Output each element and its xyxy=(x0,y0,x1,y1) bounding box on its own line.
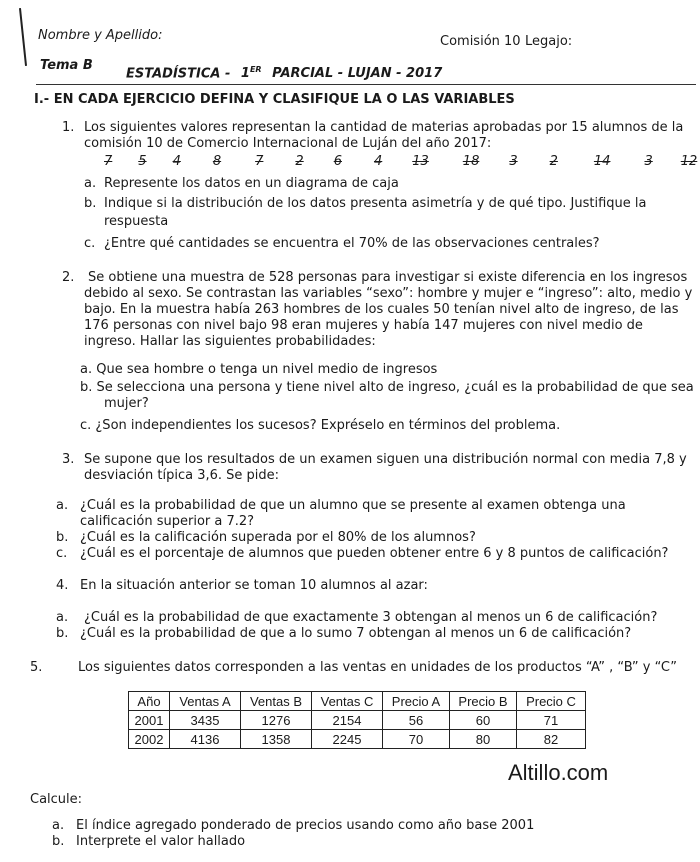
table-header-cell: Precio B xyxy=(450,692,517,711)
q4-a-marker: a. xyxy=(56,610,69,625)
header-divider xyxy=(36,84,696,85)
table-header-cell: Ventas B xyxy=(241,692,312,711)
q1-a-marker: a. xyxy=(84,176,97,191)
q1-value: 3 xyxy=(644,154,653,169)
table-cell: 60 xyxy=(450,711,517,730)
table-header-cell: Precio C xyxy=(517,692,586,711)
q2-line3: bajo. En la muestra había 263 hombres de los cuales 50 tenían nivel alto de ingreso, de las xyxy=(84,302,679,317)
table-cell: 1358 xyxy=(241,730,312,749)
table-cell: 3435 xyxy=(170,711,241,730)
q4-b: ¿Cuál es la probabilidad de que a lo sumo 7 obtengan al menos un 6 de calificación? xyxy=(80,626,632,641)
q1-value: 4 xyxy=(172,154,181,169)
q1-number: 1. xyxy=(62,120,75,135)
q4-b-marker: b. xyxy=(56,626,69,641)
table-cell: 2245 xyxy=(312,730,383,749)
table-cell: 4136 xyxy=(170,730,241,749)
q1-c-marker: c. xyxy=(84,236,96,251)
q3-c-marker: c. xyxy=(56,546,68,561)
q2-c: c. ¿Son independientes los sucesos? Expréselo en términos del problema. xyxy=(80,418,561,433)
q1-value: 6 xyxy=(333,154,342,169)
q3-number: 3. xyxy=(62,452,75,467)
q3-line2: desviación típica 3,6. Se pide: xyxy=(84,468,280,483)
calcule-label: Calcule: xyxy=(30,792,83,807)
table-cell: 71 xyxy=(517,711,586,730)
q1-value: 4 xyxy=(373,154,383,169)
q2-b-line1: b. Se selecciona una persona y tiene nivel alto de ingreso, ¿cuál es la probabilidad de que sea xyxy=(80,380,694,395)
q2-line2: debido al sexo. Se contrastan las variables “sexo”: hombre y mujer e “ingreso”: alto, medio y xyxy=(84,286,693,301)
q1-line1: Los siguientes valores representan la cantidad de materias aprobadas por 15 alumnos de la xyxy=(84,120,684,135)
q5-b: Interprete el valor hallado xyxy=(76,834,246,849)
table-cell: 2002 xyxy=(129,730,170,749)
q1-value: 7 xyxy=(104,154,113,169)
q3-b: ¿Cuál es la calificación superada por el 80% de los alumnos? xyxy=(80,530,476,545)
q2-number: 2. xyxy=(62,270,75,285)
q2-line4: 176 personas con nivel bajo 98 eran mujeres y había 147 mujeres con nivel medio de xyxy=(84,318,643,333)
q1-value: 2 xyxy=(549,154,558,169)
table-cell: 80 xyxy=(450,730,517,749)
q2-line5: ingreso. Hallar las siguientes probabilidades: xyxy=(84,334,376,349)
table-header-cell: Ventas C xyxy=(312,692,383,711)
q1-c: ¿Entre qué cantidades se encuentra el 70% de las observaciones centrales? xyxy=(104,236,600,251)
q4-number: 4. xyxy=(56,578,69,593)
table-cell: 2154 xyxy=(312,711,383,730)
q1-a: Represente los datos en un diagrama de caja xyxy=(104,176,399,191)
q3-a-line2: calificación superior a 7.2? xyxy=(80,514,255,529)
q1-values xyxy=(104,154,697,169)
q5-b-marker: b. xyxy=(52,834,65,849)
q1-value: 18 xyxy=(462,154,480,169)
q3-a-marker: a. xyxy=(56,498,69,513)
q1-value: 7 xyxy=(255,154,264,169)
q2-line1: Se obtiene una muestra de 528 personas para investigar si existe diferencia en los ingresos xyxy=(88,270,688,285)
table-cell: 2001 xyxy=(129,711,170,730)
table-cell: 56 xyxy=(383,711,450,730)
q1-value: 14 xyxy=(593,154,611,169)
q5-line1: Los siguientes datos corresponden a las ventas en unidades de los productos “A” , “B” y “C” xyxy=(78,660,677,675)
q2-b-line2: mujer? xyxy=(104,396,149,411)
tema-label: Tema B xyxy=(40,58,93,73)
q4-line1: En la situación anterior se toman 10 alumnos al azar: xyxy=(80,578,428,593)
q2-a: a. Que sea hombre o tenga un nivel medio de ingresos xyxy=(80,362,438,377)
watermark: Altillo.com xyxy=(508,760,609,785)
parcial-superscript: ER xyxy=(249,65,262,74)
table-row xyxy=(129,730,586,749)
table-header-cell: Ventas A xyxy=(170,692,241,711)
table-header-cell: Precio A xyxy=(383,692,450,711)
q1-line2: comisión 10 de Comercio Internacional de Luján del año 2017: xyxy=(84,136,492,151)
table-cell: 82 xyxy=(517,730,586,749)
q1-b-line2: respuesta xyxy=(104,214,169,229)
q5-a: El índice agregado ponderado de precios usando como año base 2001 xyxy=(76,818,535,833)
section-title: I.- EN CADA EJERCICIO DEFINA Y CLASIFIQUE LA O LAS VARIABLES xyxy=(34,92,515,107)
table-header-row xyxy=(129,692,586,711)
legajo-label: Legajo: xyxy=(525,34,573,49)
q1-b-marker: b. xyxy=(84,196,97,211)
table-row xyxy=(129,711,586,730)
q3-a-line1: ¿Cuál es la probabilidad de que un alumno que se presente al examen obtenga una xyxy=(80,498,626,513)
q1-b-line1: Indique si la distribución de los datos presenta asimetría y de qué tipo. Justifique la xyxy=(104,196,647,211)
subject-title xyxy=(126,62,442,82)
parcial-rest: PARCIAL - LUJAN - 2017 xyxy=(272,66,443,82)
q5-number: 5. xyxy=(30,660,43,675)
q5-a-marker: a. xyxy=(52,818,65,833)
table-header-cell: Año xyxy=(129,692,170,711)
table-cell: 1276 xyxy=(241,711,312,730)
q1-value: 2 xyxy=(295,154,304,169)
parcial-number: 1 xyxy=(240,66,250,82)
q3-line1: Se supone que los resultados de un examen siguen una distribución normal con media 7,8 y xyxy=(84,452,687,467)
q1-value: 3 xyxy=(509,154,518,169)
q1-value: 8 xyxy=(212,154,222,169)
name-label: Nombre y Apellido: xyxy=(38,28,163,43)
sales-table xyxy=(128,691,586,749)
subject-name: ESTADÍSTICA - xyxy=(126,66,231,82)
margin-stroke xyxy=(19,8,27,66)
table-cell: 70 xyxy=(383,730,450,749)
q1-value: 12 xyxy=(680,154,698,169)
q4-a: ¿Cuál es la probabilidad de que exactamente 3 obtengan al menos un 6 de calificación? xyxy=(84,610,658,625)
q3-b-marker: b. xyxy=(56,530,69,545)
q3-c: ¿Cuál es el porcentaje de alumnos que pueden obtener entre 6 y 8 puntos de calificación? xyxy=(80,546,669,561)
q1-value: 13 xyxy=(412,154,429,169)
comision-label: Comisión 10 xyxy=(440,34,521,49)
q1-value: 5 xyxy=(138,154,147,169)
